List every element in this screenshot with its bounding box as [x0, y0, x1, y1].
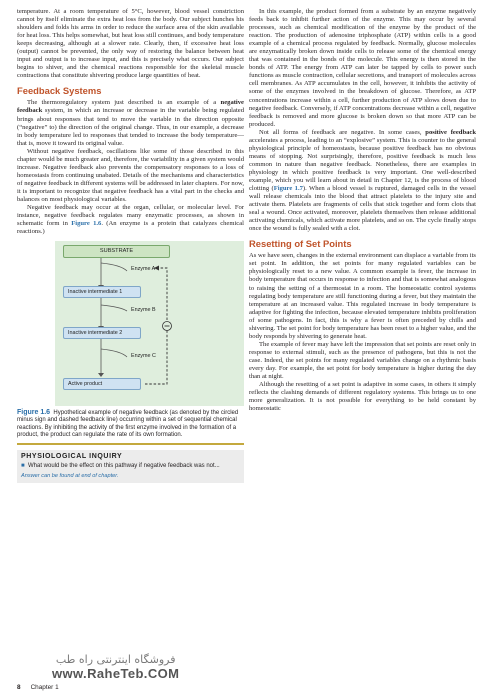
enzyme-b-label: Enzyme B	[131, 307, 156, 314]
right-paragraph-5: Although the resetting of a set point is adaptive in some cases, in others it simply reflects the clashing demands of different regulatory systems. This brings us to one more generalization. It is not possible for everything to be held constant by homeostatic	[249, 381, 476, 413]
text: The thermoregulatory system just described is an example of a	[27, 99, 221, 107]
bullet-icon: ■	[21, 463, 25, 470]
text: Negative feedback may occur at the organ, cellular, or molecular level. For instance, negative feedback regulates many enzymatic processes, as shown in schematic form in	[17, 204, 244, 228]
figure-1-6	[17, 241, 244, 406]
physiological-inquiry-box	[17, 450, 244, 483]
watermark	[52, 653, 179, 681]
inquiry-answer-link[interactable]: Answer can be found at end of chapter.	[21, 473, 119, 480]
inquiry-title: PHYSIOLOGICAL INQUIRY	[21, 453, 123, 461]
heading-feedback-systems: Feedback Systems	[17, 85, 102, 97]
enzyme-a-label: Enzyme A	[131, 266, 156, 273]
left-paragraph-3: Without negative feedback, oscillations like some of those described in this chapter would be much greater and, therefore, the variability in a given system would increase. Negative feedback also prevents the compensatory responses to a loss of homeostasis from continuing unabated. Details of the mechanisms and characteristics of negative feedback in different systems will be addressed in later chapters. For now, it is important to recognize that negative feedback has a vital part in the checks and balances on most physiological variables.	[17, 147, 244, 203]
active-product-box: Active product	[63, 378, 141, 390]
figure-caption-text	[17, 409, 244, 439]
right-paragraph-3: As we have seen, changes in the external environment can displace a variable from its set point. In addition, the set points for many regulated variables can be physiologically reset to a new value. A common example is fever, the increase in body temperature that occurs in response to infection and that is somewhat analogous to raising the setting of a thermostat in a room. The homeostatic control systems regulating body temperature are still functioning during a fever, but they maintain the temperature at an increased value. This regulated increase in body temperature is adaptive for fighting the infection, because elevated temperature inhibits proliferation of some pathogens. In fact, this is why a fever is often preceded by chills and shivering. The set point for body temperature has been reset to a higher value, and the body responds by shivering to generate heat.	[249, 252, 476, 340]
watermark-persian-text: فروشگاه اینترنتی راه طب	[55, 653, 176, 666]
caption-body: Hypothetical example of negative feedback (as denoted by the circled minus sign and dashed feedback line) occurring within a set of sequential chemical reactions. By inhibiting the activity of the first enzyme involved in the formation of a product, the product can regulate the rate of its own formation.	[17, 410, 239, 438]
term-positive-feedback: positive feedback	[425, 128, 476, 136]
intermediate-1-box: Inactive intermediate 1	[63, 286, 141, 298]
substrate-box: SUBSTRATE	[63, 245, 170, 258]
page-number: 8	[17, 684, 21, 691]
left-paragraph-2	[17, 99, 244, 147]
inquiry-question-text: What would be the effect on this pathway if negative feedback was not...	[28, 463, 220, 470]
figure-1-7-link[interactable]: Figure 1.7	[273, 185, 303, 193]
intermediate-2-box: Inactive intermediate 2	[63, 327, 141, 339]
heading-resetting-set-points: Resetting of Set Points	[249, 238, 352, 250]
enzyme-c-label: Enzyme C	[131, 353, 156, 360]
figure-caption	[17, 409, 244, 445]
text: system, in which an increase or decrease in the variable being regulated brings about responses that tend to move the variable in the direction opposite (“negative” to) the direction of the original change. Thus, in our example, a decrease in body temperature led to responses that tended to increase the body temperature—that is, move it toward its original value.	[17, 107, 244, 147]
left-paragraph-4	[17, 204, 244, 236]
figure-caption-label: Figure 1.6	[17, 409, 51, 417]
watermark-url: www.RaheTeb.COM	[52, 666, 180, 681]
inquiry-question	[21, 463, 240, 470]
right-paragraph-4: The example of fever may have left the impression that set points are reset only in response to external stimuli, such as the presence of pathogens, but this is not the case. Indeed, the set points for many regulated variables change on a rhythmic basis every day. For example, the set point for body temperature is higher during the day than at night.	[249, 340, 476, 381]
text: accelerates a process, leading to an “explosive” system. This is counter to the general physiological principle of homeostasis, because positive feedback has no obvious means of stopping. Not surprisingly, therefore, positive feedback is much less common in nature than negative feedback. Nonetheless, there are examples in physiology in which positive feedback is very important. One well-described example, which you will learn about in detail in Chapter 12, is the process of blood clotting (	[249, 136, 476, 193]
right-paragraph-2	[249, 129, 476, 234]
right-paragraph-1: In this example, the product formed from a substrate by an enzyme negatively feeds back to inhibit further action of the enzyme. This may occur by several processes, such as chemical modification of the enzyme by the product of the reaction. The production of adenosine triphosphate (ATP) within cells is a good example of a chemical process regulated by feedback. Normally, glucose molecules are enzymatically broken down inside cells to release some of the chemical energy that was contained in the bonds of the molecule. This energy is then stored in the bonds of ATP. The energy from ATP can later be tapped by cells to power such functions as muscle contraction, cellular secretions, and transport of molecules across cell membranes. As ATP accumulates in the cell, however, it inhibits the activity of some of the enzymes involved in the breakdown of glucose. Therefore, as ATP concentrations increase within a cell, further production of ATP slows down due to negative feedback. Conversely, if ATP concentrations decrease within a cell, negative feedback is removed and more glucose is broken down so that more ATP can be produced.	[249, 8, 476, 128]
right-column	[249, 8, 476, 413]
chapter-label: Chapter 1	[30, 684, 59, 691]
left-paragraph-1: temperature. At a room temperature of 5°C, however, blood vessel constriction cannot by itself eliminate the extra heat loss from the body. Our subject hunches his shoulders and folds his arms in order to reduce the surface area of the skin available for heat loss. This helps somewhat, but heat loss still continues, and body temperature keeps decreasing, although at a slower rate. Clearly, then, if excessive heat loss (output) cannot be prevented, the only way of restoring the balance between heat input and output is to increase input, and this is precisely what occurs. Our subject begins to shiver, and the chemical reactions responsible for the skeletal muscle contractions that constitute shivering produce large quantities of heat.	[17, 8, 244, 80]
page-footer	[17, 684, 59, 691]
text: . (An enzyme is a protein that catalyzes chemical reactions.)	[17, 220, 244, 236]
text: Not all forms of feedback are negative. In some cases,	[259, 128, 426, 136]
text: ). When a blood vessel is ruptured, damaged cells in the vessel wall release chemicals into the blood that attract platelets to the injury site and activate them. Platelets are fragments of cells that stick together and form clots that seal a wound. Once activated, moreover, platelets themselves then release additional activating chemicals, which activate more platelets, and so on. The cycle finally stops once the wound is fully sealed with a clot.	[249, 185, 476, 233]
left-column	[17, 8, 244, 483]
term-negative-feedback: negative feedback	[17, 99, 244, 115]
figure-1-6-link[interactable]: Figure 1.6	[71, 220, 102, 228]
